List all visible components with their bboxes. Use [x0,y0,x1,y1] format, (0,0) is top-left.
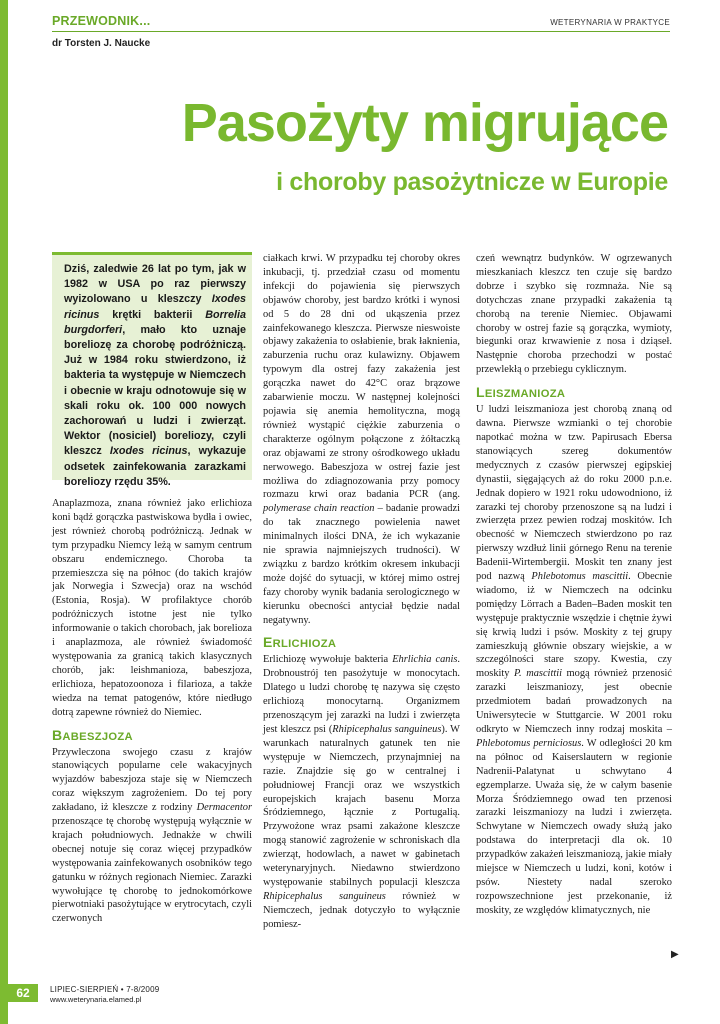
footer-url: www.weterynaria.elamed.pl [50,995,142,1004]
left-accent-bar [0,0,8,1024]
paragraph: ciałkach krwi. W przypadku tej choroby okres inkubacji, tj. przedział czasu od momentu infekcji do pojawienia się pierwszych objawów choroby, jest bardzo krótki i wynosi od 5 do 28 dni od ukąszenia przez zainfekowanego kleszcza. Pierwsze nieswoiste objawy zakażenia to osłabienie, brak łaknienia, zaburzenia ruchu oraz kulawizny. Objawem typowym dla ostrej fazy zakażenia jest gorączka nawet do 42°C oraz brązowe zabarwienie moczu. W następnej kolejności pojawia się anemia hemolityczna, mogą również wystąpić ciężkie zaburzenia o charakterze ogólnym połączone z żółtaczką oraz objawami ze strony ośrodkowego układu nerwowego. Babeszjoza w ostrej fazie jest możliwa do zdiagnozowania przy pomocy rozmazu krwi oraz badania PCR (ang. polymerase chain reaction – badanie prowadzi do tak znacznego powielenia nawet minimalnych ilości DNA, że ich wykazanie nie sprawia najmniejszych trudności). W związku z bardzo krótkim okresem inkubacji może dojść do sytuacji, w której mimo ostrej fazy choroby wynik badania serologicznego w kierunku obecności antyciał będzie nadal negatywny. [263,253,460,626]
lead-text: Dziś, zaledwie 26 lat po tym, jak w 1982 w USA po raz pierwszy wyizolowano u kleszczy [64,263,246,306]
column-3 [476,252,672,967]
paragraph: Anaplazmoza, znana również jako erlichioza koni bądź gorączka pastwiskowa bydła i owiec, jest również chorobą podróżniczą. Jednak w tym przypadku Niemcy leżą w samym centrum obszaru endemicznego. Choroba ta przemieszcza się na północ (do takich krajów jak Norwegia i Szwecja) oraz na wschód (Estonia, Rosja). W profilaktyce chorób podróżniczych istotne jest nie tylko informowanie o takich chorobach, jak borelioza i anaplazmoza, ale również świadomość występowania za granicą takich klasycznych chorób, jak: leishmanioza, babeszjoza, erlichioza, hepatozoonoza i filarioza, a także wiedza na temat patogenów, które niedługo dotrą zapewne również do Niemiec. [52,498,252,718]
column-1 [52,497,252,967]
lead-italic: Borrelia burgdorferi [64,308,246,336]
lead-italic: Ixodes ricinus [109,445,188,458]
author-name: dr Torsten J. Naucke [52,38,151,49]
column-2 [263,252,460,967]
page-number: 62 [8,984,38,1002]
continue-arrow-icon: ▶ [671,949,679,960]
section-heading-leiszmanioza: LEISZMANIOZA [476,384,566,401]
lead-italic: Ixodes ricinus [64,293,246,321]
article-subtitle: i choroby pasożytnicze w Europie [276,168,668,196]
article-title: Pasożyty migrujące [181,93,668,153]
paragraph: czeń wewnątrz budynków. W ogrzewanych mieszkaniach kleszcz ten czuje się bardzo dobrze i szybko się rozmnaża. Nie są dotychczas znane przypadki zakażenia tą chorobą na terenie Niemiec. Objawami choroby w ostrej fazie są gorączka, wymioty, biegunki oraz krwawienie z nosa i dziąseł. Następnie choroba przechodzi w postać przewlekłą o przebiegu cyklicznym. [476,253,672,376]
lead-text: , wykazuje odsetek zainfekowania zarazkami boreliozy rzędu 35%. [64,445,246,488]
issue-info: LIPIEC-SIERPIEŃ • 7-8/2009 [50,985,160,994]
paragraph: U ludzi leiszmanioza jest chorobą znaną od dawna. Pierwsze wzmianki o tej chorobie napotkać można w tzw. Papirusach Ebersa stanowiących szereg dokumentów medycznych z czasów pierwszej egipskiej dynastii, sięgających aż do roku 2000 p.n.e. Jednak dopiero w 1921 roku udowodniono, iż zarazki tej choroby przenoszone są na ludzi i zwierzęta przez pewien rodzaj moskitów. Ich obecność w Niemczech stwierdzono po raz pierwszy wzdłuż linii górnego Renu na terenie Badenii-Wirtembergii. Moskit ten znany jest pod nazwą Phlebotomus mascittii. Obecnie wiadomo, iż w Niemczech na odcinku pomiędzy Lörrach a Baden–Baden moskit ten występuje praktycznie wszędzie i chętnie żywi się krwią ludzi i psów. Moskity z tej grupy zamieszkują głównie obszary wiejskie, a w szczególności stare szopy. Kwestia, czy moskity P. mascittii mogą również przenosić zarazki leiszmaniozy, jest obecnie przedmiotem badań prowadzonych na Uniwersytecie w Stuttgarcie. W 2001 roku odkryto w Niemczech inny rodzaj moskita – Phlebotomus perniciosus. W odległości 20 km na północ od Kaiserslautern w regionie Nadrenii-Palatynat u schwytano 4 egzemplarze. Uważa się, że w całym basenie Morza Śródziemnego owad ten przenosi zarazki leiszmaniozy na ludzi i zwierzęta. Schwytane w Niemczech owady służą jako podstawa do interpretacji dla ok. 10 przypadków zakażeń leiszmaniozą, jakie miały miejsce w Niemczech u ludzi, koni, kotów i psów. Niestety nadal szeroko rozpowszechnione jest przekonanie, iż moskity, ze względów klimatycznych, nie [476,404,673,916]
lead-box [52,252,252,488]
lead-text: , mało kto uznaje boreliozę za chorobę podróżniczą. Już w 1984 roku stwierdzono, iż bakteria ta występuje w Niemczech i obecnie w kraju odnotowuje się w skali roku ok. 100 000 nowych zachorowań u ludzi i zwierząt. Wektor (nosiciel) boreliozy, czyli kleszcz [64,323,246,458]
magazine-name: WETERYNARIA W PRAKTYCE [550,18,670,27]
header-divider [52,31,670,32]
section-heading-babeszjoza: BABESZJOZA [52,726,133,743]
section-heading-erlichioza: ERLICHIOZA [263,634,337,651]
section-label: PRZEWODNIK... [52,14,151,28]
lead-text: krętki bakterii [99,308,206,321]
paragraph: Przywleczona swojego czasu z krajów stanowiących popularne cele wakacyjnych wyjazdów babeszjoza staje się w Niemczech coraz większym zagrożeniem. Do tej pory zakładano, iż kleszcze z rodziny Dermacentor przenoszące tę chorobę występują wyłącznie w krajach południowych. Jednakże w chwili obecnej notuje się coraz więcej przypadków występowania zainfekowanych osobników tego gatunku w różnych regionach Niemiec. Zarazki wywołujące tę chorobę to jednokomórkowe pierwotniaki pasożytujące w erytrocytach, czyli czerwonych [52,746,252,925]
paragraph: Erlichiozę wywołuje bakteria Ehrlichia canis. Drobnoustrój ten pasożytuje w monocytach. Dlatego u ludzi chorobę tę nazywa się często erlichiozą monocytarną. Organizmem przenoszącym jej zarazki na ludzi i zwierzęta jest kleszcz psi (Rhipicephalus sanguineus). W warunkach naturalnych gatunek ten nie występuje w Niemczech, przynajmniej na razie. Znajdzie się go w centralnej i południowej Francji oraz we wszystkich europejskich krajach basenu Morza Śródziemnego, łącznie z Portugalią. Przywożone wraz psami zakażone kleszcze mogą stanowić zagrożenie w schroniskach dla zwierząt, hodowlach, a nawet w gabinetach weterynaryjnych. Niedawno stwierdzono występowanie stabilnych populacji kleszcza Rhipicephalus sanguineus również w Niemczech, jednak dotyczyło to wyłącznie pomiesz- [263,654,460,930]
